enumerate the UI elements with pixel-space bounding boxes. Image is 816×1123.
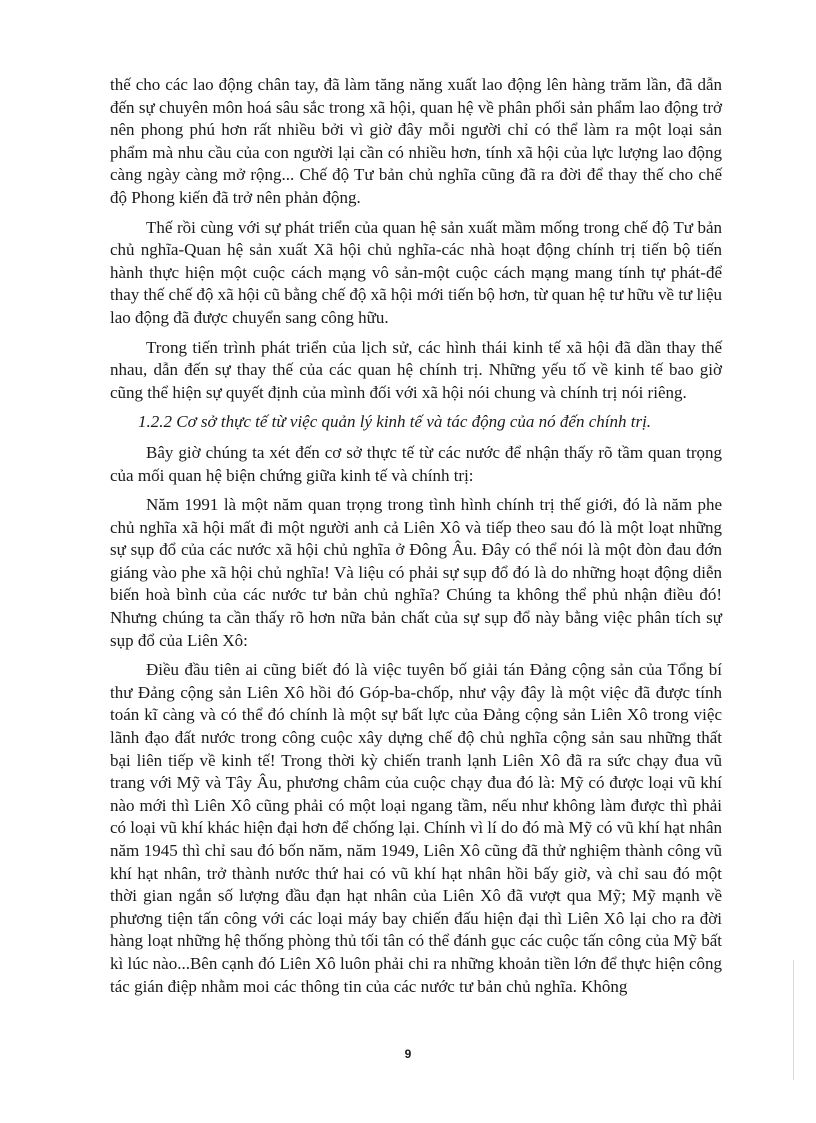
paragraph-history: Trong tiến trình phát triển của lịch sử, các hình thái kinh tế xã hội đã dần thay thế nhau, dẫn đến sự thay thế của các quan hệ chính trị. Những yếu tố về kinh tế bao giờ cũng thể hiện sự quyết định của mình đối với xã hội nói chung và chính trị nói riêng. [110,337,722,402]
paragraph-collapse-analysis: Điều đầu tiên ai cũng biết đó là việc tuyên bố giải tán Đảng cộng sản của Tổng bí thư Đảng cộng sản Liên Xô hồi đó Góp-ba-chốp, như vậy đây là một việc đã được tính toán kĩ càng và có thể đó chính là một sự bất lực của Đảng cộng sản Liên Xô trong việc lãnh đạo đất nước trong công cuộc xây dựng chế độ chủ nghĩa cộng sản sau những thất bại liên tiếp về kinh tế! Trong thời kỳ chiến tranh lạnh Liên Xô đã ra sức chạy đua vũ trang với Mỹ và Tây Âu, phương châm của cuộc chạy đua đó là: Mỹ có được loại vũ khí nào mới thì Liên Xô cũng phải có một loại ngang tầm, nếu như không làm được thì phải có loại vũ khí khác hiện đại hơn để chống lại. Chính vì lí do đó mà Mỹ có vũ khí hạt nhân năm 1945 thì chỉ sau đó bốn năm, năm 1949, Liên Xô cũng đã thử nghiệm thành công vũ khí hạt nhân, trở thành nước thứ hai có vũ khí hạt nhân hồi bấy giờ, và chỉ sau đó một thời gian ngắn số lượng đầu đạn hạt nhân của Liên Xô đã vượt qua Mỹ; Mỹ mạnh về phương tiện tấn công với các loại máy bay chiến đấu hiện đại thì Liên Xô lại cho ra đời hàng loạt những hệ thống phòng thủ tối tân có thể đánh gục các cuộc tấn công của Mỹ bất kì lúc nào...Bên cạnh đó Liên Xô luôn phải chi ra những khoản tiền lớn để thực hiện công tác gián điệp nhằm moi các thông tin của các nước tư bản chủ nghĩa. Không [110,660,722,996]
paragraph-continuation: thế cho các lao động chân tay, đã làm tăng năng xuất lao động lên hàng trăm lần, đã dẫn đến sự chuyên môn hoá sâu sắc trong xã hội, quan hệ về phân phối sản phẩm lao động trở nên phong phú hơn rất nhiều bởi vì giờ đây mỗi người chỉ có thể làm ra một loại sản phẩm mà nhu cầu của con người lại cần có nhiều hơn, tính xã hội của lực lượng lao động càng ngày càng mở rộng... Chế độ Tư bản chủ nghĩa cũng đã ra đời để thay thế cho chế độ Phong kiến đã trở nên phản động. [110,75,722,207]
scan-edge-line [793,960,794,1080]
page-body [110,74,722,1005]
page-number: 9 [404,1047,412,1061]
section-heading-1-2-2: 1.2.2 Cơ sở thực tế từ việc quản lý kinh tế và tác động của nó đến chính trị. [138,412,652,432]
paragraph-socialist-relations: Thế rồi cùng với sự phát triển của quan hệ sản xuất mầm mống trong chế độ Tư bản chủ nghĩa-Quan hệ sản xuất Xã hội chủ nghĩa-các nhà hoạt động chính trị tiến bộ tiến hành thực hiện một cuộc cách mạng vô sản-một cuộc cách mạng mang tính tự phát-để thay thế chế độ xã hội cũ bằng chế độ xã hội mới tiến bộ hơn, từ quan hệ tư hữu về tư liệu lao động đã được chuyển sang công hữu. [110,217,722,327]
paragraph-intro: Bây giờ chúng ta xét đến cơ sở thực tế từ các nước để nhận thấy rõ tầm quan trọng của mối quan hệ biện chứng giữa kinh tế và chính trị: [110,442,722,485]
paragraph-1991: Năm 1991 là một năm quan trọng trong tình hình chính trị thế giới, đó là năm phe chủ nghĩa xã hội mất đi một người anh cả Liên Xô và tiếp theo sau đó là một loạt những sự sụp đổ của các nước xã hội chủ nghĩa ở Đông Âu. Đây có thể nói là một đòn đau đớn giáng vào phe xã hội chủ nghĩa! Và liệu có phải sự sụp đổ đó là do những hoạt động diễn biến hoà bình của các nước tư bản chủ nghĩa? Chúng ta không thể phủ nhận điều đó! Nhưng chúng ta cần thấy rõ hơn nữa bản chất của sự sụp đổ này bằng việc phân tích sự sụp đổ của Liên Xô: [110,495,722,650]
